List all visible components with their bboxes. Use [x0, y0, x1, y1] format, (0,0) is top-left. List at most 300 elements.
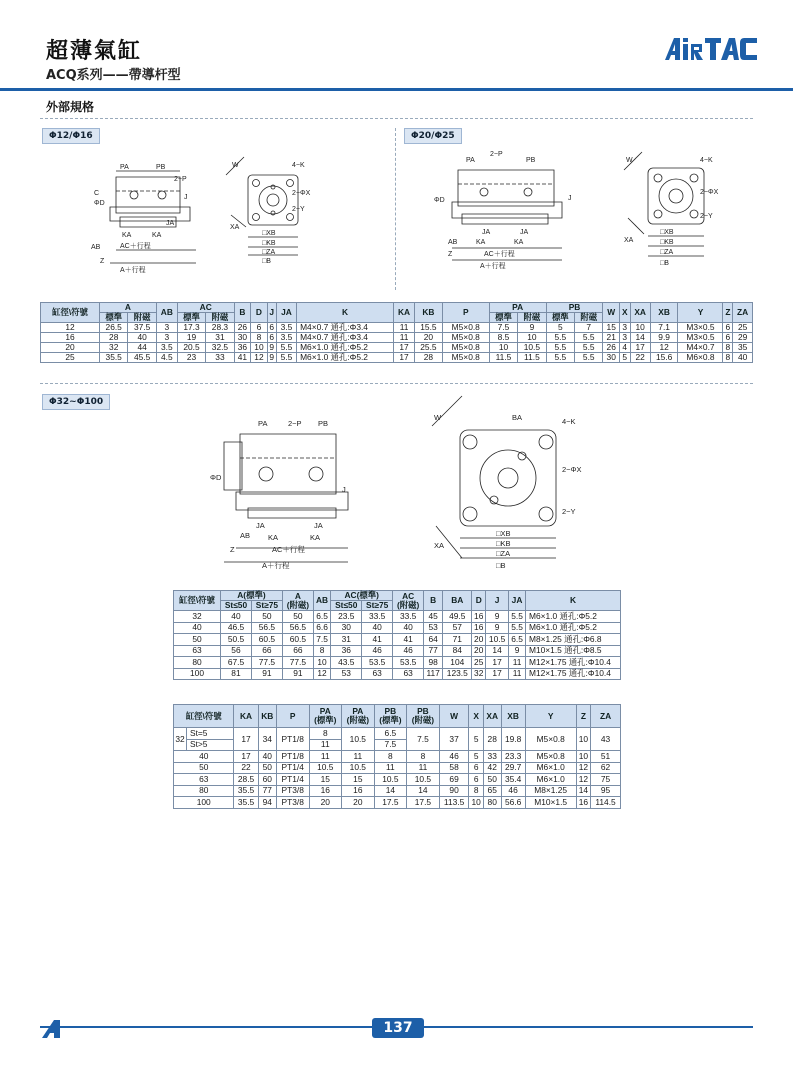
section-divider-2: [40, 383, 753, 384]
t3-r32-xb: 19.8: [501, 728, 525, 751]
t1-cell: 17: [394, 343, 415, 353]
t3-r32-y: M5×0.8: [525, 728, 576, 751]
t3-cell: 80: [483, 797, 501, 809]
t1-cell: 26: [234, 323, 251, 333]
t1-cell: 44: [128, 343, 156, 353]
t1-cell: 15.5: [415, 323, 443, 333]
t1-cell: 40: [128, 333, 156, 343]
d1-2p-label: 2−P: [174, 176, 187, 183]
t2-row: [174, 611, 621, 623]
drawing-label-20-25: Φ20/Φ25: [404, 128, 462, 144]
t2-cell: 9: [486, 611, 509, 623]
t2-cell: 63: [362, 668, 393, 680]
t2-cell: 104: [443, 657, 472, 669]
t3-r32-z: 10: [576, 728, 590, 751]
t3-r32-pbm: 7.5: [407, 728, 440, 751]
d2-za-label: □ZA: [660, 249, 674, 256]
d1-xa-label: XA: [230, 224, 240, 231]
t3-cell: 35.5: [234, 797, 258, 809]
t3-cell: PT3/8: [276, 785, 309, 797]
t1-cell: 17: [630, 343, 650, 353]
t3-cell: 62: [591, 762, 621, 774]
t3-cell: 11: [407, 762, 440, 774]
t3-r32-xa: 28: [483, 728, 501, 751]
t1-h-w: W: [603, 303, 620, 323]
t1-cell: 8.5: [489, 333, 517, 343]
t2-cell: 50: [282, 611, 313, 623]
t3-h-pa-std: PA (標準): [309, 705, 342, 728]
t3-r32-pam: 10.5: [342, 728, 375, 751]
t3-cell: 58: [439, 762, 469, 774]
d3-a-label: A＋行程: [262, 561, 290, 570]
spec-table-32-100-b: [173, 704, 621, 809]
t3-h-z: Z: [576, 705, 590, 728]
t3-r32-bore: 32: [174, 728, 187, 751]
t1-h-pa-mag: 附磁: [518, 313, 546, 323]
d2-kb-label: □KB: [660, 239, 674, 246]
t2-h-a: A(標準): [221, 591, 283, 601]
t1-cell: 41: [234, 353, 251, 363]
t2-cell: 80: [174, 657, 221, 669]
d1-w-label: W: [232, 162, 239, 169]
t3-cell: M6×1.0: [525, 774, 576, 786]
t3-h-pa-mag: PA (附磁): [342, 705, 375, 728]
t1-cell: 3.5: [156, 343, 177, 353]
t1-row: [41, 333, 753, 343]
t1-h-y: Y: [678, 303, 723, 323]
airtac-logo: [663, 36, 759, 62]
t3-cell: 42: [483, 762, 501, 774]
t1-cell: 10: [518, 333, 546, 343]
t2-cell: 46: [362, 645, 393, 657]
t1-cell: 29: [733, 333, 753, 343]
t2-cell: 56: [221, 645, 252, 657]
d1-ka-label: KA: [122, 232, 132, 239]
t1-cell: 4: [619, 343, 630, 353]
t1-h-kb: KB: [415, 303, 443, 323]
t3-cell: 5: [469, 751, 483, 763]
t3-r32-x: 5: [469, 728, 483, 751]
d1-b-label: □B: [262, 258, 271, 265]
t1-cell: M4×0.7 通孔:Φ3.4: [297, 323, 394, 333]
t2-cell: 10.5: [486, 634, 509, 646]
t3-row: [174, 785, 621, 797]
t2-cell: 6.5: [509, 634, 526, 646]
t2-cell: 43.5: [331, 657, 362, 669]
t1-cell: M6×0.8: [678, 353, 723, 363]
t1-cell: M3×0.5: [678, 333, 723, 343]
t3-cell: 40: [258, 751, 276, 763]
t2-cell: 33.5: [393, 611, 424, 623]
t1-cell: 10: [489, 343, 517, 353]
t2-cell: 11: [509, 668, 526, 680]
d2-ja-label: JA: [482, 229, 491, 236]
t1-cell: 11.5: [518, 353, 546, 363]
t2-cell: 10: [313, 657, 330, 669]
t1-h-pb-mag: 附磁: [575, 313, 603, 323]
t3-cell: 20: [309, 797, 342, 809]
d2-xb-label: □XB: [660, 229, 674, 236]
t2-cell: 32: [174, 611, 221, 623]
t3-cell: 16: [309, 785, 342, 797]
t3-cell: PT1/8: [276, 751, 309, 763]
t2-cell: 57: [443, 622, 472, 634]
t2-cell: 123.5: [443, 668, 472, 680]
t3-r32-st5b: St>5: [187, 739, 234, 751]
d3-pb-label: PB: [318, 419, 329, 428]
t2-row: [174, 634, 621, 646]
t3-cell: M10×1.5: [525, 797, 576, 809]
t1-h-b: B: [234, 303, 251, 323]
t3-cell: 80: [174, 785, 234, 797]
t1-h-d: D: [251, 303, 268, 323]
t1-cell: 30: [603, 353, 620, 363]
t3-r32-w: 37: [439, 728, 469, 751]
t1-h-j: J: [267, 303, 276, 323]
section-divider: [40, 118, 753, 119]
d3-ac-label: AC＋行程: [272, 545, 305, 554]
t3-cell: M6×1.0: [525, 762, 576, 774]
d1-2y-label: 2−Y: [292, 206, 305, 213]
d3-2x-label: 2−ΦX: [562, 465, 582, 474]
t1-cell: 17.3: [177, 323, 205, 333]
t3-cell: 75: [591, 774, 621, 786]
t1-cell: M6×1.0 通孔:Φ5.2: [297, 353, 394, 363]
page-title: 超薄氣缸: [46, 39, 143, 64]
t1-cell: 12: [251, 353, 268, 363]
t1-cell: 35: [733, 343, 753, 353]
page-number: 137: [372, 1018, 424, 1038]
t1-cell: 9: [518, 323, 546, 333]
drawing-20-25: [428, 148, 748, 278]
t1-cell: 32: [99, 343, 127, 353]
t1-h-p: P: [442, 303, 489, 323]
t1-cell: 28.3: [206, 323, 234, 333]
t2-cell: 7.5: [313, 634, 330, 646]
drawing-label-12-16: Φ12/Φ16: [42, 128, 100, 144]
t2-cell: 56.5: [251, 622, 282, 634]
t2-cell: 50: [251, 611, 282, 623]
t3-r32-pb2: 7.5: [374, 739, 407, 751]
t2-row: [174, 657, 621, 669]
t1-cell: 5.5: [276, 343, 296, 353]
t3-h-ka: KA: [234, 705, 258, 728]
t3-cell: 11: [309, 751, 342, 763]
t1-cell: 3: [156, 333, 177, 343]
t3-cell: 22: [234, 762, 258, 774]
t1-cell: 5: [619, 353, 630, 363]
d3-pa-label: PA: [258, 419, 268, 428]
t2-cell: 17: [486, 668, 509, 680]
t3-cell: 10.5: [407, 774, 440, 786]
d1-z-label: Z: [100, 258, 105, 265]
t3-cell: 12: [576, 762, 590, 774]
t1-cell: 36: [234, 343, 251, 353]
d2-z-label: Z: [448, 251, 453, 258]
t2-cell: 117: [424, 668, 443, 680]
t1-cell: 16: [41, 333, 100, 343]
t1-h-x: X: [619, 303, 630, 323]
t3-cell: PT3/8: [276, 797, 309, 809]
t3-cell: 40: [174, 751, 234, 763]
t2-cell: 60.5: [251, 634, 282, 646]
t3-cell: 95: [591, 785, 621, 797]
t2-cell: 9: [509, 645, 526, 657]
t1-cell: 5.5: [276, 353, 296, 363]
t2-cell: 81: [221, 668, 252, 680]
t3-cell: 46: [439, 751, 469, 763]
t3-cell: 8: [407, 751, 440, 763]
d1-c-label: C: [94, 190, 100, 197]
t2-h-ba: BA: [443, 591, 472, 611]
d2-j-label: J: [568, 195, 572, 202]
t2-h-amag: A (附磁): [282, 591, 313, 611]
t3-cell: 10: [469, 797, 483, 809]
t3-h-xa: XA: [483, 705, 501, 728]
t3-cell: 56.6: [501, 797, 525, 809]
t1-cell: 19: [177, 333, 205, 343]
t1-cell: 10: [630, 323, 650, 333]
t2-cell: 66: [251, 645, 282, 657]
t1-h-bore: 缸徑\符號: [41, 303, 100, 323]
d2-b-label: □B: [660, 260, 669, 267]
t2-cell: 40: [174, 622, 221, 634]
t3-r32-p: PT1/8: [276, 728, 309, 751]
t1-cell: 8: [723, 353, 733, 363]
t2-cell: 71: [443, 634, 472, 646]
t2-cell: M6×1.0 通孔:Φ5.2: [526, 611, 621, 623]
drawing-32-100: [200, 392, 600, 572]
t3-cell: 16: [342, 785, 375, 797]
drawing-12-16: [86, 155, 326, 285]
d3-ja-label: JA: [256, 521, 265, 530]
t1-cell: M5×0.8: [442, 353, 489, 363]
t1-cell: 14: [630, 333, 650, 343]
d1-j-label: J: [184, 194, 188, 201]
t2-cell: M12×1.75 通孔:Φ10.4: [526, 668, 621, 680]
d2-ka2-label: KA: [514, 239, 524, 246]
t2-cell: 40: [221, 611, 252, 623]
t1-cell: 25: [41, 353, 100, 363]
t2-h-ac-s75: St≥75: [362, 601, 393, 611]
t2-cell: 40: [393, 622, 424, 634]
t3-cell: 33: [483, 751, 501, 763]
t1-cell: M3×0.5: [678, 323, 723, 333]
t3-cell: 29.7: [501, 762, 525, 774]
t1-cell: 3: [619, 323, 630, 333]
t1-cell: 3.5: [276, 323, 296, 333]
t3-cell: 10.5: [374, 774, 407, 786]
t2-cell: 63: [174, 645, 221, 657]
t1-h-a: A: [99, 303, 156, 313]
t1-cell: 22: [630, 353, 650, 363]
d2-2x-label: 2−ΦX: [700, 189, 719, 196]
t1-cell: 5.5: [575, 333, 603, 343]
t3-cell: 16: [576, 797, 590, 809]
t2-cell: 23.5: [331, 611, 362, 623]
d1-ac-label: AC＋行程: [120, 243, 151, 250]
t1-cell: 20: [415, 333, 443, 343]
t2-h-a-s75: St≥75: [251, 601, 282, 611]
t2-cell: 20: [472, 634, 486, 646]
t1-cell: 31: [206, 333, 234, 343]
d1-2x-label: 2−ΦX: [292, 190, 311, 197]
t1-cell: 6: [723, 333, 733, 343]
t3-cell: 17: [234, 751, 258, 763]
d2-2y-label: 2−Y: [700, 213, 713, 220]
d3-ka-label: KA: [268, 533, 279, 542]
t3-r32-ka: 17: [234, 728, 258, 751]
t1-cell: 35.5: [99, 353, 127, 363]
t1-cell: 7: [575, 323, 603, 333]
t2-cell: 17: [486, 657, 509, 669]
d2-d-label: ΦD: [434, 197, 445, 204]
t3-cell: 6: [469, 774, 483, 786]
t3-cell: 35.4: [501, 774, 525, 786]
t1-h-ac: AC: [177, 303, 234, 313]
t3-cell: 50: [483, 774, 501, 786]
t1-cell: 40: [733, 353, 753, 363]
t3-r32-pb1: 6.5: [374, 728, 407, 740]
t1-cell: 5.5: [546, 343, 574, 353]
t2-cell: 11: [509, 657, 526, 669]
t3-cell: 28.5: [234, 774, 258, 786]
t1-h-ac-mag: 附磁: [206, 313, 234, 323]
t2-cell: 36: [331, 645, 362, 657]
t2-h-ab: AB: [313, 591, 330, 611]
t3-r32-za: 43: [591, 728, 621, 751]
t2-cell: 53: [331, 668, 362, 680]
t3-cell: 35.5: [234, 785, 258, 797]
d1-4k-label: 4−K: [292, 162, 305, 169]
t1-h-a-mag: 附磁: [128, 313, 156, 323]
t2-cell: 30: [331, 622, 362, 634]
t1-cell: 26: [603, 343, 620, 353]
t2-cell: 41: [362, 634, 393, 646]
t3-r32-kb: 34: [258, 728, 276, 751]
t3-h-za: ZA: [591, 705, 621, 728]
t1-cell: 12: [41, 323, 100, 333]
t1-cell: M5×0.8: [442, 323, 489, 333]
t1-cell: 33: [206, 353, 234, 363]
t2-cell: 50: [174, 634, 221, 646]
t2-cell: 9: [486, 622, 509, 634]
t3-cell: 10.5: [342, 762, 375, 774]
t3-h-pb-std: PB (標準): [374, 705, 407, 728]
t3-cell: M8×1.25: [525, 785, 576, 797]
t2-cell: 32: [472, 668, 486, 680]
t2-cell: 6.6: [313, 622, 330, 634]
t3-cell: 113.5: [439, 797, 469, 809]
t2-h-a-s50: St≤50: [221, 601, 252, 611]
t1-cell: 28: [415, 353, 443, 363]
t2-cell: 5.5: [509, 622, 526, 634]
t3-cell: 100: [174, 797, 234, 809]
t1-cell: 4.5: [156, 353, 177, 363]
t1-cell: 25.5: [415, 343, 443, 353]
t1-h-za: ZA: [733, 303, 753, 323]
t1-cell: 5: [546, 323, 574, 333]
t3-cell: 14: [576, 785, 590, 797]
t1-cell: 8: [723, 343, 733, 353]
t1-h-xa: XA: [630, 303, 650, 323]
d1-pb-label: PB: [156, 164, 166, 171]
t3-h-xb: XB: [501, 705, 525, 728]
t1-cell: 9: [267, 343, 276, 353]
d2-2p-label: 2−P: [490, 151, 503, 158]
d1-xb-label: □XB: [262, 230, 276, 237]
d3-z-label: Z: [230, 545, 235, 554]
t3-cell: 10: [576, 751, 590, 763]
t2-h-j: J: [486, 591, 509, 611]
t3-cell: 8: [374, 751, 407, 763]
d1-ab-label: AB: [91, 244, 101, 251]
t1-cell: 23: [177, 353, 205, 363]
t2-cell: 98: [424, 657, 443, 669]
t1-cell: 6: [723, 323, 733, 333]
t2-cell: 64: [424, 634, 443, 646]
t3-h-bore: 缸徑\符號: [174, 705, 234, 728]
t2-cell: 56.5: [282, 622, 313, 634]
t3-h-kb: KB: [258, 705, 276, 728]
t1-h-ka: KA: [394, 303, 415, 323]
d1-ka2-label: KA: [152, 232, 162, 239]
t1-cell: 3: [619, 333, 630, 343]
d3-d-label: ΦD: [210, 473, 222, 482]
t1-h-z: Z: [723, 303, 733, 323]
d1-pa-label: PA: [120, 164, 129, 171]
t2-cell: M10×1.5 通孔:Φ8.5: [526, 645, 621, 657]
t1-h-a-std: 標準: [99, 313, 127, 323]
t3-r32-pa2: 11: [309, 739, 342, 751]
t2-cell: 41: [393, 634, 424, 646]
t1-h-ab: AB: [156, 303, 177, 323]
d2-pb-label: PB: [526, 157, 536, 164]
d2-ka-label: KA: [476, 239, 486, 246]
d3-xa-label: XA: [434, 541, 445, 550]
t1-h-ja: JA: [276, 303, 296, 323]
t1-cell: 6: [267, 333, 276, 343]
t3-cell: 90: [439, 785, 469, 797]
d2-ja2-label: JA: [520, 229, 529, 236]
t1-h-pa: PA: [489, 303, 546, 313]
spec-table-32-100-a: [173, 590, 621, 680]
t2-cell: 16: [472, 622, 486, 634]
t1-cell: 25: [733, 323, 753, 333]
t2-h-ac-s50: St≤50: [331, 601, 362, 611]
t3-h-w: W: [439, 705, 469, 728]
t2-cell: 5.5: [509, 611, 526, 623]
t2-row: [174, 668, 621, 680]
t2-cell: 91: [251, 668, 282, 680]
t3-row: [174, 751, 621, 763]
t2-cell: 45: [424, 611, 443, 623]
t3-h-y: Y: [525, 705, 576, 728]
d3-za-label: □ZA: [496, 549, 511, 558]
t2-cell: 46.5: [221, 622, 252, 634]
t1-cell: 7.1: [650, 323, 678, 333]
d2-xa-label: XA: [624, 237, 634, 244]
t3-cell: 14: [374, 785, 407, 797]
t2-h-b: B: [424, 591, 443, 611]
t2-cell: 63: [393, 668, 424, 680]
t2-cell: 84: [443, 645, 472, 657]
t3-cell: 60: [258, 774, 276, 786]
t2-cell: 100: [174, 668, 221, 680]
t1-h-pb-std: 標準: [546, 313, 574, 323]
t3-cell: 65: [483, 785, 501, 797]
t1-h-pa-std: 標準: [489, 313, 517, 323]
